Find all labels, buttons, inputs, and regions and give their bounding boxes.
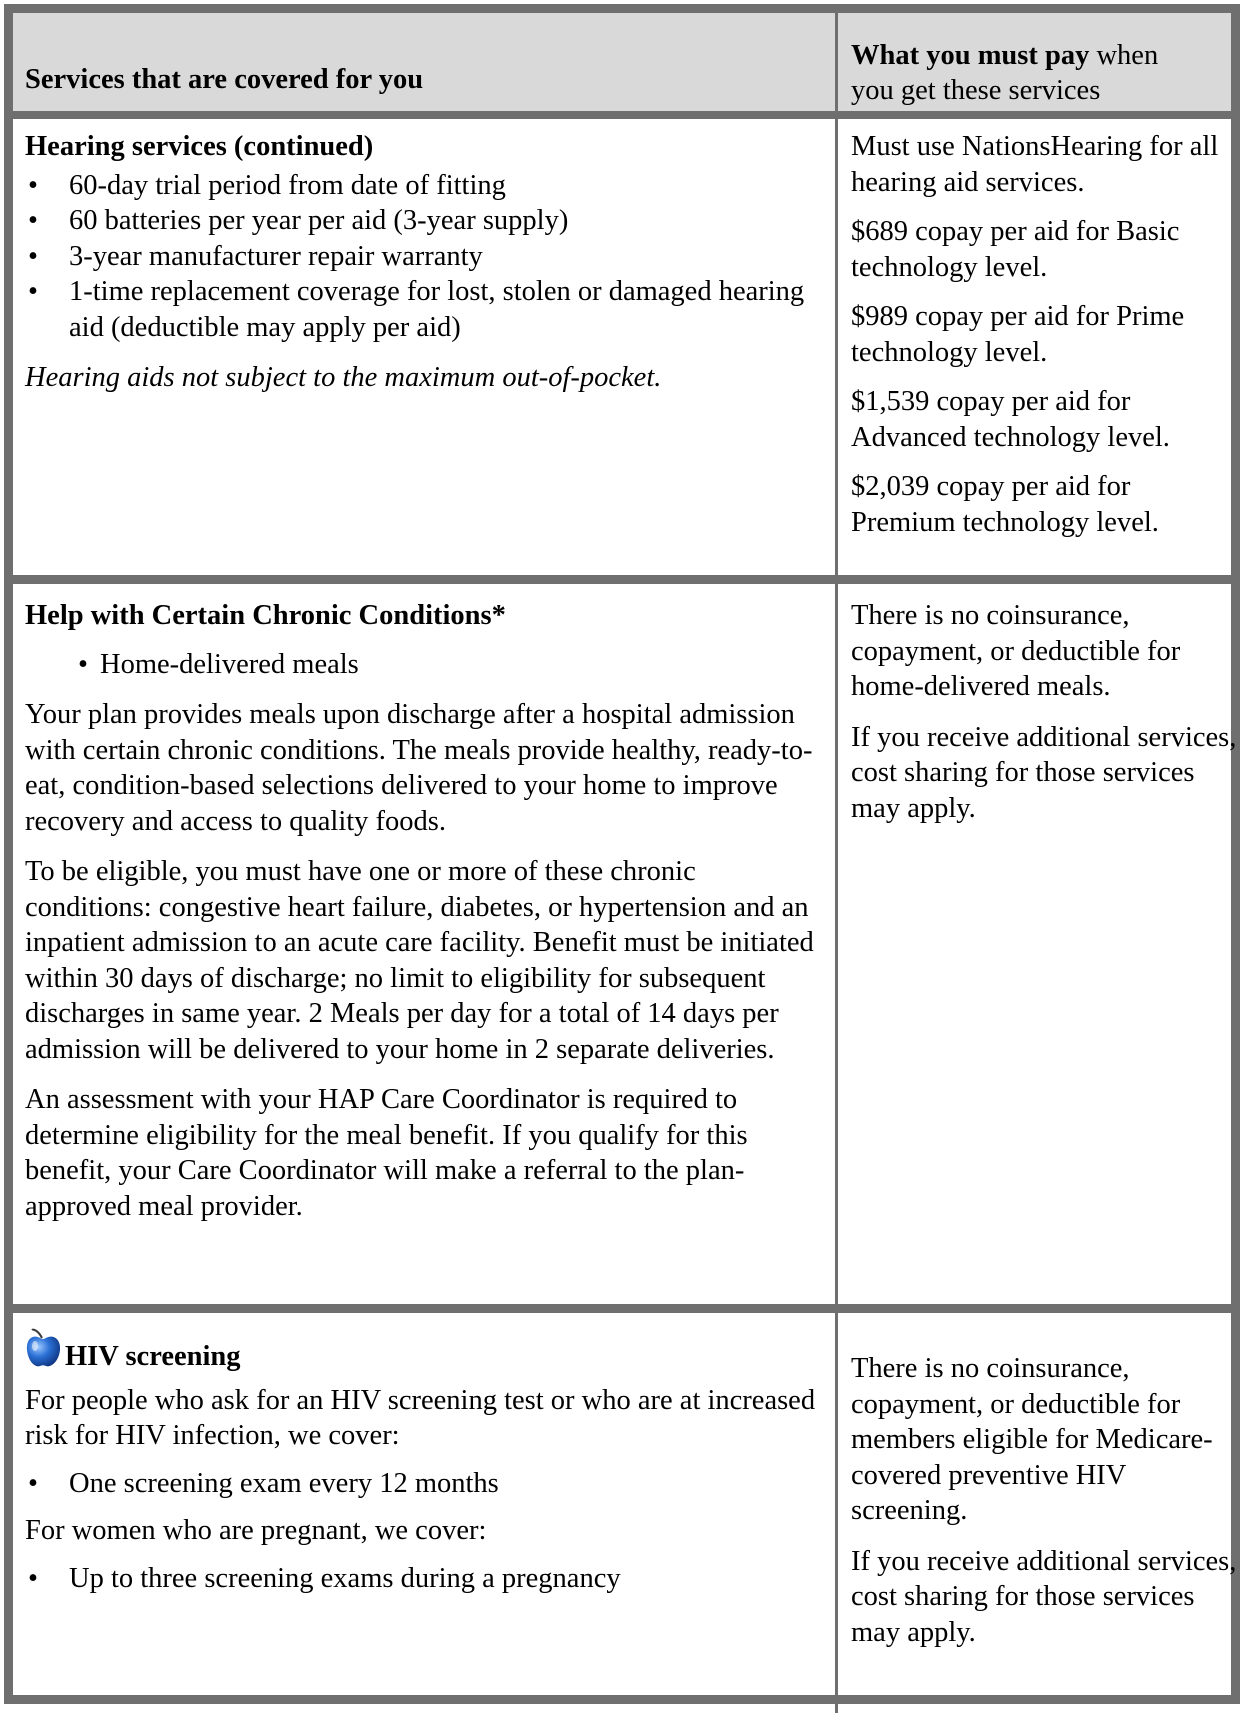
list-item: • 3-year manufacturer repair warranty xyxy=(25,239,825,275)
hiv-bullet-list xyxy=(25,1466,825,1502)
table-header xyxy=(13,13,1231,119)
chronic-paragraph: To be eligible, you must have one or more of these chronic conditions: congestive heart failure, diabetes, or hypertension and an inpatient admission to an acute care facility. Benefit must be initiated within 30 days of discharge; no limit to eligibility for subsequent discharges in same year. 2 Meals per day for a total of 14 days per admission will be delivered to your home in 2 separate deliveries. xyxy=(25,856,814,1065)
chronic-services-cell xyxy=(25,598,825,1224)
pay-text: $1,539 copay per aid for Advanced technology level. xyxy=(851,386,1170,453)
hearing-services-cell xyxy=(25,129,825,396)
hiv-intro-pregnant: For women who are pregnant, we cover: xyxy=(25,1515,487,1546)
header-pay-bold: What you must pay xyxy=(851,40,1090,71)
pay-text: If you receive additional services, cost sharing for those services may apply. xyxy=(851,721,1237,824)
list-item: • 60 batteries per year per aid (3-year supply) xyxy=(25,203,825,239)
pay-text: $689 copay per aid for Basic technology level. xyxy=(851,216,1180,283)
table-row-chronic xyxy=(13,584,1237,1313)
table-row-hiv xyxy=(13,1313,1237,1713)
hiv-bullet-list-pregnant xyxy=(25,1561,825,1597)
list-item: • Home-delivered meals xyxy=(25,647,825,683)
header-pay-rest2: you get these services xyxy=(851,75,1101,106)
column-divider xyxy=(835,119,838,575)
list-item: • 60-day trial period from date of fitting xyxy=(25,168,825,204)
chronic-paragraph: An assessment with your HAP Care Coordinator is required to determine eligibility for the meal benefit. If you qualify for this benefit, your Care Coordinator will make a referral to the plan-approved meal provider. xyxy=(25,1084,748,1222)
hiv-services-cell xyxy=(25,1327,825,1596)
hearing-note: Hearing aids not subject to the maximum out-of-pocket. xyxy=(25,362,662,393)
chronic-bullet-list xyxy=(25,647,825,683)
hiv-pay-cell xyxy=(851,1351,1241,1650)
list-item: • One screening exam every 12 months xyxy=(25,1466,825,1502)
pay-text: $2,039 copay per aid for Premium technology level. xyxy=(851,471,1159,538)
apple-icon xyxy=(25,1327,61,1369)
header-services-label: Services that are covered for you xyxy=(25,64,424,95)
benefits-table xyxy=(4,4,1240,1704)
chronic-title: Help with Certain Chronic Conditions* xyxy=(25,600,506,631)
header-pay-label xyxy=(851,38,1158,108)
hearing-pay-cell xyxy=(851,129,1241,540)
pay-text: If you receive additional services, cost sharing for those services may apply. xyxy=(851,1545,1237,1648)
hiv-heading xyxy=(25,1327,825,1375)
hiv-intro: For people who ask for an HIV screening test or who are at increased risk for HIV infection, we cover: xyxy=(25,1384,816,1451)
list-item: • Up to three screening exams during a pregnancy xyxy=(25,1561,825,1597)
chronic-paragraph: Your plan provides meals upon discharge after a hospital admission with certain chronic conditions. The meals provide healthy, ready-to-eat, condition-based selections delivered to your home to improve recovery and access to quality foods. xyxy=(25,699,813,837)
column-divider xyxy=(835,584,838,1304)
pay-text: There is no coinsurance, copayment, or deductible for members eligible for Medicare-covered preventive HIV screening. xyxy=(851,1353,1213,1526)
pay-text: Must use NationsHearing for all hearing aid services. xyxy=(851,131,1219,198)
hearing-bullet-list xyxy=(25,168,825,346)
column-divider xyxy=(835,1313,838,1713)
column-divider xyxy=(835,13,838,111)
hiv-title: HIV screening xyxy=(65,1341,241,1372)
hearing-title: Hearing services (continued) xyxy=(25,131,374,162)
list-item: • 1-time replacement coverage for lost, stolen or damaged hearing aid (deductible may apply per aid) xyxy=(25,274,809,345)
pay-text: $989 copay per aid for Prime technology level. xyxy=(851,301,1185,368)
table-row-hearing xyxy=(13,119,1231,584)
pay-text: There is no coinsurance, copayment, or deductible for home-delivered meals. xyxy=(851,600,1181,702)
chronic-pay-cell xyxy=(851,598,1241,826)
header-pay-rest1: when xyxy=(1089,40,1159,71)
